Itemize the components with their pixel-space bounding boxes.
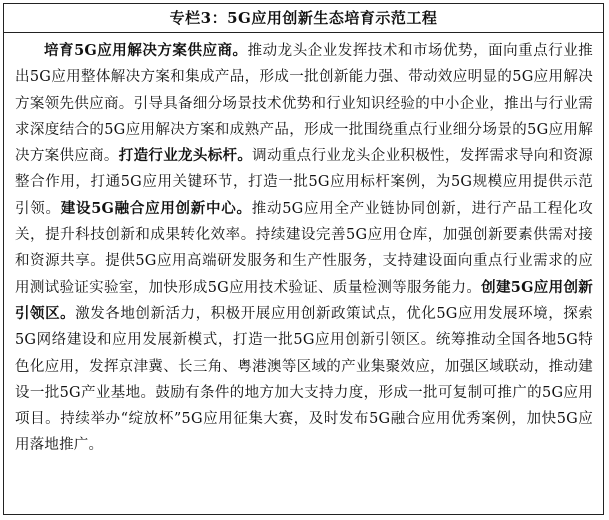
box-body bbox=[4, 33, 603, 459]
paragraph-leading-zones: 激发各地创新活力，积极开展应用创新政策试点，优化5G应用发展环境，探索5G网络建设和应用发展新模式，打造一批5G应用创新引领区。统筹推动全国各地5G特色化应用，发挥京津冀、长三角、粤港澳等区域的产业集聚效应，加强区域联动，推动建设一批5G产业基地。鼓励有条件的地方加大支持力度，形成一批可复制可推广的5G应用项目。持续举办“绽放杯”5G应用征集大赛，及时发布5G融合应用优秀案例，加快5G应用落地推广。 bbox=[15, 305, 593, 454]
paragraph-innovation-center: 推动5G应用全产业链协同创新，进行产品工程化攻关，提升科技创新和成果转化效率。持续建设完善5G应用仓库，加强创新要素供需对接和资源共享。提供5G应用高端研发服务和生产性服务，支持建设面向重点行业需求的应用测试验证实验室，加快形成5G应用技术验证、质量检测等服务能力。 bbox=[15, 200, 593, 296]
box-title: 专栏3：5G应用创新生态培育示范工程 bbox=[4, 4, 603, 33]
heading-leading-zones: 创建5G应用创新引领区。 bbox=[15, 278, 593, 322]
paragraph-industry-benchmarks: 调动重点行业龙头企业积极性，发挥需求导向和资源整合作用，打通5G应用关键环节，打造一批5G应用标杆案例，为5G规模应用提供示范引领。 bbox=[15, 148, 593, 217]
column-box bbox=[3, 3, 604, 515]
heading-solution-providers: 培育5G应用解决方案供应商。 bbox=[44, 42, 248, 59]
heading-industry-benchmarks: 打造行业龙头标杆。 bbox=[118, 147, 253, 165]
heading-innovation-center: 建设5G融合应用创新中心。 bbox=[60, 199, 252, 217]
paragraph-solution-providers: 推动龙头企业发挥技术和市场优势，面向重点行业推出5G应用整体解决方案和集成产品，形成一批创新能力强、带动效应明显的5G应用解决方案领先供应商。引导具备细分场景技术优势和行业知识经验的中小企业，推出与行业需求深度结合的5G应用解决方案和成熟产品，形成一批围绕重点行业细分场景的5G应用解决方案供应商。 bbox=[15, 43, 593, 165]
